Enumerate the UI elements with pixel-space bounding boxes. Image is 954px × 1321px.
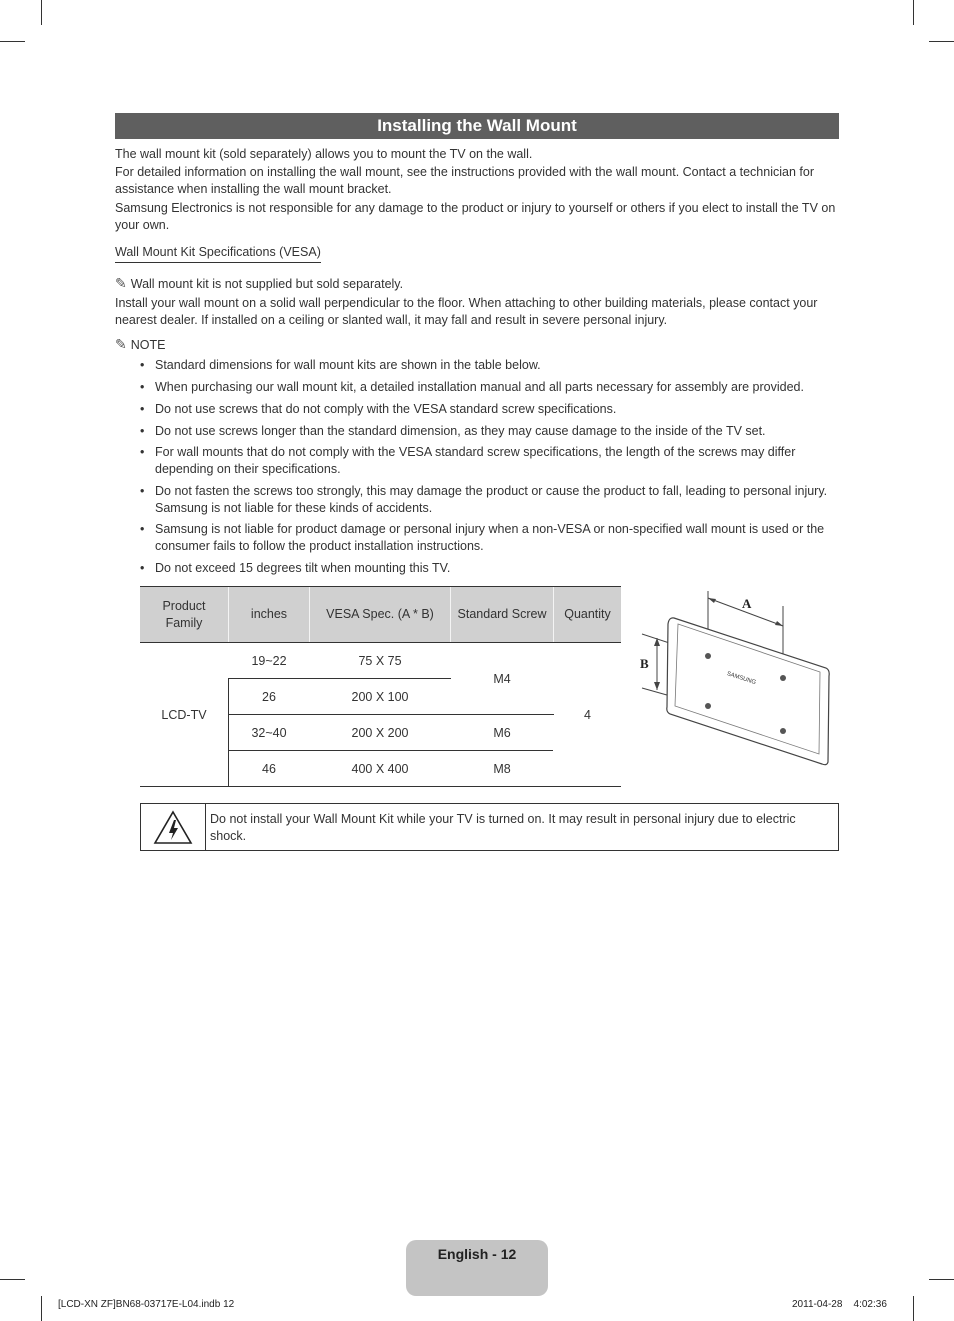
screw-hole-icon bbox=[705, 703, 711, 709]
warning-icon-cell bbox=[141, 804, 206, 850]
quantity-cell: 4 bbox=[554, 643, 622, 787]
vesa-cell: 200 X 100 bbox=[310, 679, 451, 715]
bullet-icon: • bbox=[140, 358, 145, 372]
bullet-icon: • bbox=[140, 484, 145, 498]
arrow-icon bbox=[654, 682, 660, 690]
electric-shock-warning-icon bbox=[141, 804, 205, 850]
label-a: A bbox=[742, 596, 752, 611]
inches-cell: 26 bbox=[229, 679, 310, 715]
inches-cell: 46 bbox=[229, 751, 310, 787]
pencil-icon: ✎ bbox=[115, 275, 127, 291]
crop-mark bbox=[929, 41, 954, 42]
page-number: English - 12 bbox=[437, 1246, 517, 1262]
screw-cell: M6 bbox=[451, 715, 554, 751]
screw-hole-icon bbox=[780, 728, 786, 734]
intro-paragraph: The wall mount kit (sold separately) allows you to mount the TV on the wall. bbox=[115, 147, 533, 161]
bullet-icon: • bbox=[140, 522, 145, 536]
pencil-icon: ✎ bbox=[115, 336, 127, 352]
list-item: • Samsung is not liable for product damage or personal injury when a non-VESA or non-specified wall mount is used or the consumer fails to follow the product installation instructions. bbox=[140, 522, 825, 553]
crop-mark bbox=[0, 1279, 25, 1280]
crop-mark bbox=[929, 1279, 954, 1280]
crop-mark bbox=[0, 41, 25, 42]
vesa-cell: 200 X 200 bbox=[310, 715, 451, 751]
note-heading bbox=[115, 336, 165, 354]
page-number-tab bbox=[406, 1240, 548, 1296]
note-label: NOTE bbox=[130, 338, 166, 352]
tv-outline bbox=[667, 618, 829, 765]
list-item: • Do not exceed 15 degrees tilt when mounting this TV. bbox=[140, 561, 451, 575]
list-item: • Do not use screws that do not comply with the VESA standard screw specifications. bbox=[140, 402, 617, 416]
bullet-icon: • bbox=[140, 402, 145, 416]
print-slug-left: [LCD-XN ZF]BN68-03717E-L04.indb 12 bbox=[58, 1299, 235, 1310]
list-item: • Standard dimensions for wall mount kits are shown in the table below. bbox=[140, 358, 541, 372]
inches-cell: 32~40 bbox=[229, 715, 310, 751]
crop-mark bbox=[913, 0, 914, 25]
vesa-cell: 400 X 400 bbox=[310, 751, 451, 787]
intro-paragraph: For detailed information on installing the wall mount, see the instructions provided with the wall mount. Contact a technician for assistance when installing the wall mount bracket. bbox=[115, 165, 814, 196]
bullet-icon: • bbox=[140, 424, 145, 438]
arrow-icon bbox=[775, 621, 783, 626]
label-b: B bbox=[640, 656, 649, 671]
list-item: • Do not fasten the screws too strongly, this may damage the product or cause the product to fall, leading to personal injury. Samsung is not liable for these kinds of accidents. bbox=[140, 484, 828, 515]
screw-hole-icon bbox=[705, 653, 711, 659]
vesa-spec-table bbox=[140, 586, 621, 787]
bullet-icon: • bbox=[140, 380, 145, 394]
table-header-row bbox=[140, 587, 621, 643]
crop-mark bbox=[41, 0, 42, 25]
header-inches: inches bbox=[229, 587, 310, 643]
list-item: • Do not use screws longer than the standard dimension, as they may cause damage to the inside of the TV set. bbox=[140, 424, 766, 438]
arrow-icon bbox=[708, 598, 716, 603]
warning-box bbox=[140, 803, 839, 851]
crop-mark bbox=[41, 1296, 42, 1321]
bullet-icon: • bbox=[140, 561, 145, 575]
list-item: • When purchasing our wall mount kit, a detailed installation manual and all parts necessary for assembly are provided. bbox=[140, 380, 804, 394]
kit-note-text: Wall mount kit is not supplied but sold separately. bbox=[130, 277, 404, 291]
header-product-family: Product Family bbox=[140, 587, 229, 643]
screw-cell: M8 bbox=[451, 751, 554, 787]
vesa-cell: 75 X 75 bbox=[310, 643, 451, 679]
header-standard-screw: Standard Screw bbox=[451, 587, 554, 643]
tv-back-diagram bbox=[630, 586, 840, 771]
family-cell: LCD-TV bbox=[140, 643, 229, 787]
vesa-subheading: Wall Mount Kit Specifications (VESA) bbox=[115, 244, 321, 263]
warning-text: Do not install your Wall Mount Kit while your TV is turned on. It may result in personal injury due to electric shock. bbox=[210, 812, 796, 843]
install-paragraph: Install your wall mount on a solid wall perpendicular to the floor. When attaching to other building materials, please contact your nearest dealer. If installed on a ceiling or slanted wall, it may fall and result in severe personal injury. bbox=[115, 296, 818, 327]
samsung-logo: SAMSUNG bbox=[725, 671, 757, 687]
inches-cell: 19~22 bbox=[229, 643, 310, 679]
table-row bbox=[140, 643, 621, 679]
intro-paragraph: Samsung Electronics is not responsible for any damage to the product or injury to yourself or others if you elect to install the TV on your own. bbox=[115, 201, 836, 232]
bullet-icon: • bbox=[140, 445, 145, 459]
screw-hole-icon bbox=[780, 675, 786, 681]
header-quantity: Quantity bbox=[554, 587, 622, 643]
section-title: Installing the Wall Mount bbox=[115, 113, 839, 139]
screw-cell: M4 bbox=[451, 643, 554, 715]
kit-note bbox=[115, 275, 403, 293]
header-vesa-spec: VESA Spec. (A * B) bbox=[310, 587, 451, 643]
crop-mark bbox=[913, 1296, 914, 1321]
list-item: • For wall mounts that do not comply with the VESA standard screw specifications, the length of the screws may differ depending on their specifications. bbox=[140, 445, 796, 476]
print-slug-right: 2011-04-28 4:02:36 bbox=[792, 1299, 887, 1310]
